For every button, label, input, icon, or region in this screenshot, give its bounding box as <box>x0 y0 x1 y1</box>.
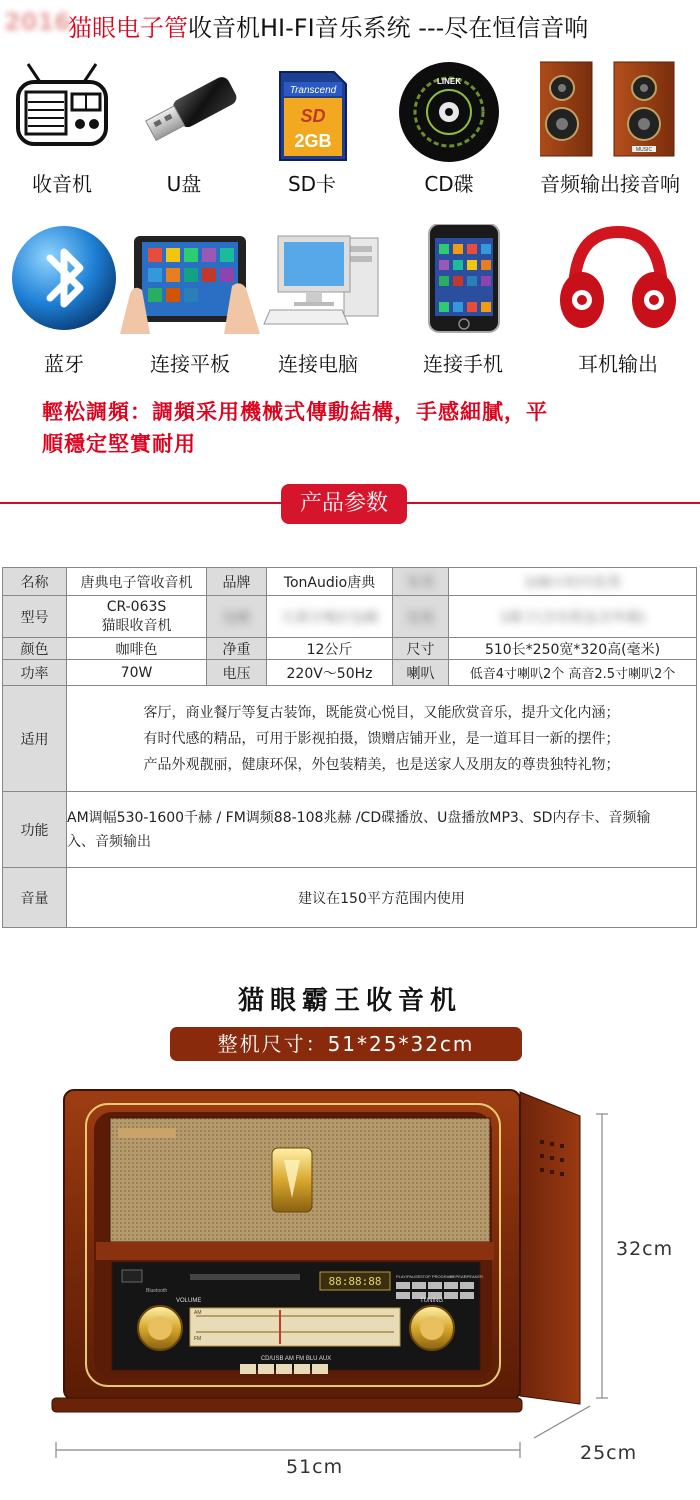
sd-card-icon <box>242 52 382 162</box>
page-header <box>0 0 700 46</box>
feature-label: U盘 <box>166 172 202 196</box>
dimension-width: 51cm <box>286 1456 344 1478</box>
spec-value-blurred: 1箱子(含有机包含外箱) <box>449 596 697 638</box>
speaker-badge-text: MUSIC <box>635 147 653 153</box>
tuning-label: TUNING <box>420 1298 443 1304</box>
lcd-display-text: 88:88:88 <box>328 1275 382 1288</box>
feature-label: SD卡 <box>287 172 337 196</box>
table-row <box>3 868 697 928</box>
spec-table <box>2 567 697 928</box>
header-year: 2016 <box>4 8 71 36</box>
panel-button-label: REPEAT <box>450 1274 466 1279</box>
spec-key: 音量 <box>3 868 67 928</box>
usb-drive-icon <box>114 52 254 162</box>
product-title: 猫眼霸王收音机 <box>237 986 462 1016</box>
spec-value: 12公斤 <box>267 638 393 660</box>
spec-key: 喇叭 <box>393 660 449 686</box>
function-description <box>67 792 697 868</box>
panel-button-label: STOP <box>420 1274 431 1279</box>
computer-icon <box>248 224 388 334</box>
feature-label: 连接电脑 <box>278 352 358 376</box>
volume-label: VOLUME <box>176 1298 202 1304</box>
panel-button-label: SPEAKER <box>464 1274 483 1279</box>
header-title <box>68 8 588 43</box>
spec-value <box>67 596 207 638</box>
mode-labels: CD/USB AM FM BLU AUX <box>260 1356 332 1362</box>
spec-key: 尺寸 <box>393 638 449 660</box>
table-row <box>3 686 697 792</box>
feature-label: 蓝牙 <box>44 352 84 376</box>
panel-button-label: PROGRAM <box>432 1274 453 1279</box>
band-fm-label: FM <box>194 1336 202 1342</box>
headphones-icon <box>548 224 688 334</box>
table-row <box>3 596 697 638</box>
band-am-label: AM <box>194 1310 202 1316</box>
spec-value-blurred: 大部分地区包邮 <box>267 596 393 638</box>
spec-value: 510长*250宽*320高(毫米) <box>449 638 697 660</box>
cd-disc-icon <box>379 52 519 162</box>
feature-label: 音频输出接音响 <box>540 172 680 196</box>
spec-value: 70W <box>67 660 207 686</box>
slogan-line-1: 輕松調頻：調頻采用機械式傳動結構，手感細膩，平 <box>42 399 548 424</box>
model-code: CR-063S <box>106 598 167 615</box>
spec-value: 低音4寸喇叭2个 高音2.5寸喇叭2个 <box>449 660 697 686</box>
radio-product-image <box>0 1070 700 1500</box>
feature-label: 耳机输出 <box>578 352 658 376</box>
dimension-depth: 25cm <box>580 1442 638 1464</box>
table-row <box>3 792 697 868</box>
panel-button-label: PLAY/PAUSE <box>396 1274 421 1279</box>
spec-value: 咖啡色 <box>67 638 207 660</box>
function-line: AM调幅530-1600千赫 / FM调频88-108兆赫 /CD碟播放、U盘播放MP3、SD内存卡、音频输 <box>67 809 651 826</box>
size-badge: 整机尺寸：51*25*32cm <box>170 1027 522 1061</box>
header-title-highlight: 猫眼电子管 <box>68 14 188 42</box>
table-row <box>3 638 697 660</box>
spec-value: TonAudio唐典 <box>267 568 393 596</box>
suitable-line: 有时代感的精品，可用于影视拍摄，馈赠店铺开业，是一道耳目一新的摆件； <box>143 730 620 747</box>
sd-capacity-text: 2GB <box>294 131 332 151</box>
spec-value: 唐典电子管收音机 <box>67 568 207 596</box>
sd-type-text: SD <box>300 106 326 126</box>
spec-key: 颜色 <box>3 638 67 660</box>
section-title-badge: 产品参数 <box>281 484 407 524</box>
spec-key: 电压 <box>207 660 267 686</box>
spec-key-blurred: 包邮 <box>207 596 267 638</box>
phone-icon <box>393 224 533 334</box>
suitable-description <box>67 686 697 792</box>
spec-value: 220V～50Hz <box>267 660 393 686</box>
feature-label: 连接平板 <box>150 352 230 376</box>
function-line: 入、音频输出 <box>67 833 151 850</box>
spec-value: 建议在150平方范围内使用 <box>67 868 697 928</box>
spec-key-blurred: 发货 <box>393 568 449 596</box>
suitable-line: 客厅，商业餐厅等复古装饰，既能赏心悦目，又能欣赏音乐，提升文化内涵； <box>143 704 620 721</box>
slogan <box>42 396 662 460</box>
spec-key: 名称 <box>3 568 67 596</box>
table-row <box>3 568 697 596</box>
sd-brand-text: Transcend <box>289 85 337 96</box>
radio-icon <box>0 52 132 162</box>
slogan-line-2: 順穩定堅實耐用 <box>42 431 196 456</box>
table-row <box>3 660 697 686</box>
dimension-height: 32cm <box>616 1238 674 1260</box>
spec-key-blurred: 包装 <box>393 596 449 638</box>
header-title-rest: 收音机HI-FI音乐系统 ---尽在恒信音响 <box>188 14 589 42</box>
bluetooth-label: Bluetooth <box>146 1288 168 1294</box>
spec-key: 功率 <box>3 660 67 686</box>
bluetooth-icon <box>0 224 134 334</box>
spec-key: 功能 <box>3 792 67 868</box>
feature-label: 收音机 <box>32 172 92 196</box>
spec-key: 净重 <box>207 638 267 660</box>
speakers-icon <box>540 52 680 162</box>
feature-label: 连接手机 <box>423 352 503 376</box>
spec-value-blurred: 108小时内发货 <box>449 568 697 596</box>
spec-key: 型号 <box>3 596 67 638</box>
spec-key: 适用 <box>3 686 67 792</box>
tablet-icon <box>120 224 260 334</box>
feature-label: CD碟 <box>424 172 474 196</box>
suitable-line: 产品外观靓丽，健康环保，外包装精美，也是送家人及朋友的尊贵独特礼物； <box>143 756 620 773</box>
spec-key: 品牌 <box>207 568 267 596</box>
cd-brand-text: LINEK <box>437 77 461 86</box>
model-name: 猫眼收音机 <box>101 617 172 634</box>
